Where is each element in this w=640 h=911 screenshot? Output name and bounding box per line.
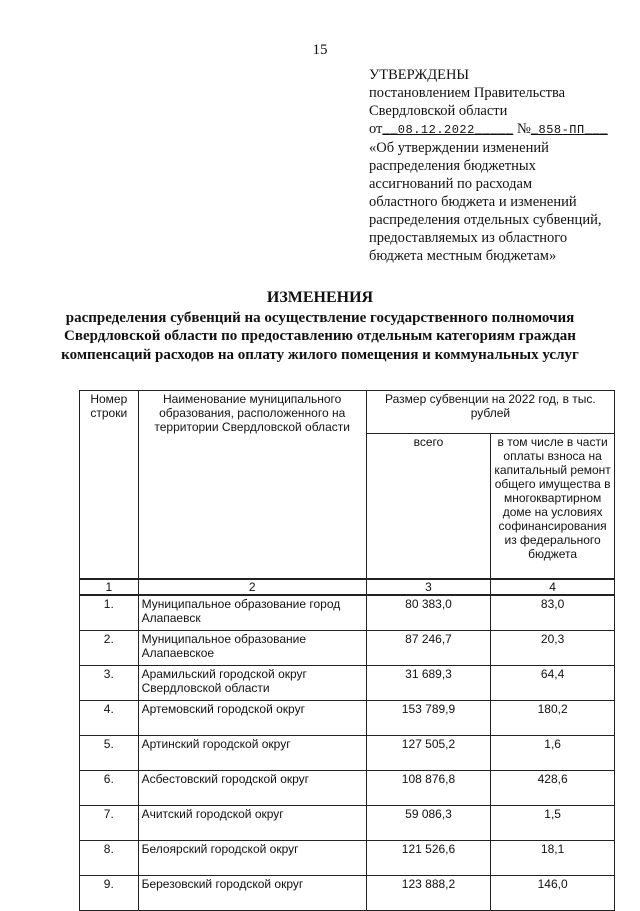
table-row: [80, 595, 615, 631]
quote-line: предоставляемых из областного: [369, 230, 568, 246]
subsidy-table: [79, 390, 615, 911]
subsidy-total: 80 383,0: [366, 595, 490, 631]
subsidy-total: 59 086,3: [366, 806, 490, 841]
municipality-name: Арамильский городской округ Свердловской области: [138, 666, 366, 701]
row-number: 7.: [80, 806, 139, 841]
table-row: [80, 806, 615, 841]
subsidy-total: 153 789,9: [366, 701, 490, 736]
quote-line: распределения бюджетных: [369, 158, 536, 174]
column-number: 4: [491, 579, 615, 595]
header-row-number: Номер строки: [80, 391, 139, 580]
municipality-name: Ачитский городской округ: [138, 806, 366, 841]
quote-line: ассигнований по расходам: [369, 176, 533, 192]
header-total: всего: [366, 434, 490, 580]
municipality-name: Муниципальное образование Алапаевское: [138, 631, 366, 666]
municipality-name: Белоярский городской округ: [138, 841, 366, 876]
approval-block: [369, 66, 629, 265]
subsidy-part: 83,0: [491, 595, 615, 631]
approval-line-1: постановлением Правительства: [369, 85, 566, 101]
subsidy-total: 127 505,2: [366, 736, 490, 771]
header-municipality: Наименование муниципального образования, расположенного на территории Свердловской области: [138, 391, 366, 580]
subsidy-part: 146,0: [491, 876, 615, 911]
date-prefix: от: [369, 121, 383, 137]
heading-line: компенсаций расходов на оплату жилого помещения и коммунальных услуг: [61, 346, 579, 363]
quote-line: распределения отдельных субвенций,: [369, 212, 602, 228]
table-row: [80, 841, 615, 876]
subsidy-part: 18,1: [491, 841, 615, 876]
subsidy-total: 87 246,7: [366, 631, 490, 666]
table-row: [80, 736, 615, 771]
column-number: 1: [80, 579, 139, 595]
number-prefix: №: [516, 121, 531, 137]
quote-line: областного бюджета и изменений: [369, 194, 577, 210]
number-value: _858-ПП___: [530, 123, 608, 137]
row-number: 3.: [80, 666, 139, 701]
subsidy-total: 123 888,2: [366, 876, 490, 911]
subsidy-total: 108 876,8: [366, 771, 490, 806]
approval-line-2: Свердловской области: [369, 103, 508, 119]
row-number: 5.: [80, 736, 139, 771]
quote-line: бюджета местным бюджетам»: [369, 248, 557, 264]
row-number: 9.: [80, 876, 139, 911]
heading-line: распределения субвенций на осуществление государственного полномочия: [65, 309, 575, 326]
header-subsidy-size: Размер субвенции на 2022 год, в тыс. рублей: [366, 391, 614, 434]
municipality-name: Муниципальное образование город Алапаевск: [138, 595, 366, 631]
header-including: в том числе в части оплаты взноса на капитальный ремонт общего имущества в многоквартирном доме на условиях софинансирования из федерального бюджета: [491, 434, 615, 580]
row-number: 4.: [80, 701, 139, 736]
document-heading: [0, 289, 640, 364]
row-number: 1.: [80, 595, 139, 631]
subsidy-part: 1,6: [491, 736, 615, 771]
subsidy-part: 64,4: [491, 666, 615, 701]
column-number: 2: [138, 579, 366, 595]
municipality-name: Березовский городской округ: [138, 876, 366, 911]
municipality-name: Асбестовский городской округ: [138, 771, 366, 806]
table-row: [80, 666, 615, 701]
approval-date-line: [369, 120, 629, 139]
row-number: 2.: [80, 631, 139, 666]
heading-title: ИЗМЕНЕНИЯ: [266, 289, 374, 306]
quote-line: «Об утверждении изменений: [369, 140, 549, 156]
subsidy-total: 121 526,6: [366, 841, 490, 876]
table-row: [80, 771, 615, 806]
table-row: [80, 876, 615, 911]
table-row: [80, 631, 615, 666]
subsidy-part: 20,3: [491, 631, 615, 666]
column-number: 3: [366, 579, 490, 595]
municipality-name: Артинский городской округ: [138, 736, 366, 771]
heading-line: Свердловской области по предоставлению отдельным категориям граждан: [64, 328, 576, 344]
municipality-name: Артемовский городской округ: [138, 701, 366, 736]
row-number: 6.: [80, 771, 139, 806]
subsidy-part: 180,2: [491, 701, 615, 736]
column-number-row: [80, 579, 615, 595]
approval-title: УТВЕРЖДЕНЫ: [369, 67, 470, 83]
subsidy-total: 31 689,3: [366, 666, 490, 701]
table-header-row: [80, 391, 615, 434]
row-number: 8.: [80, 841, 139, 876]
page-number: 15: [312, 42, 328, 58]
table-row: [80, 701, 615, 736]
date-value: __08.12.2022_____: [382, 123, 514, 137]
subsidy-part: 1,5: [491, 806, 615, 841]
subsidy-part: 428,6: [491, 771, 615, 806]
